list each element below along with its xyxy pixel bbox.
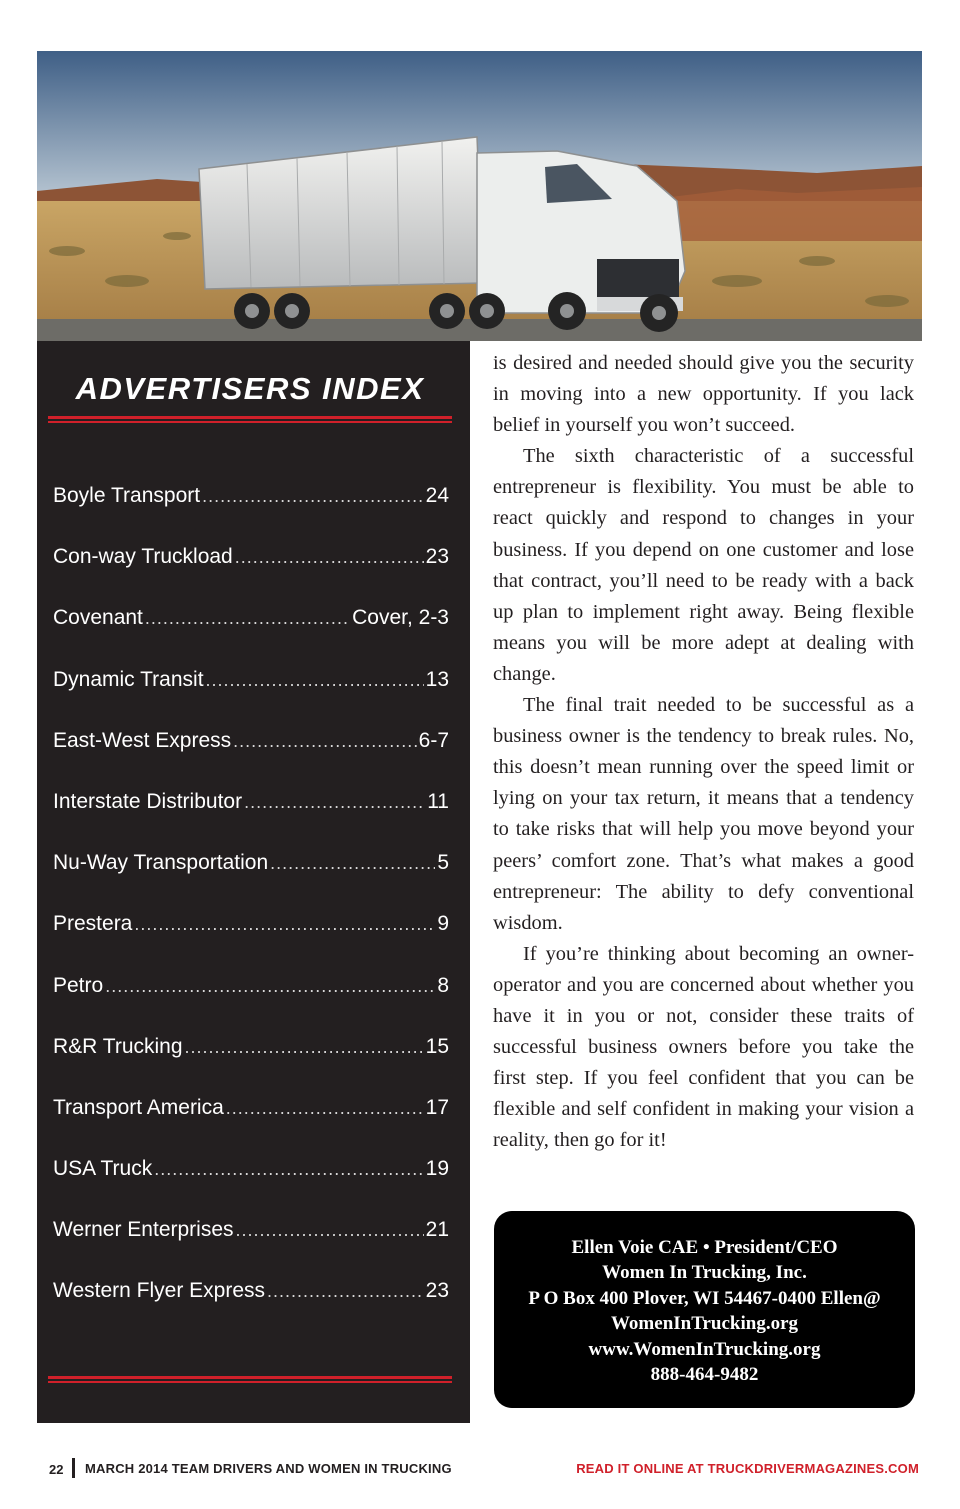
leader-dots [270,853,435,874]
advertiser-name: USA Truck [53,1157,153,1181]
advertiser-page: 11 [427,789,449,813]
website-link[interactable]: READ IT ONLINE AT TRUCKDRIVERMAGAZINES.COM [576,1461,919,1476]
advertiser-name: Western Flyer Express [53,1279,265,1303]
advertiser-name: Transport America [53,1095,224,1119]
contact-line: Ellen Voie CAE • President/CEO [571,1237,838,1258]
truck-photo [37,51,922,341]
advertisers-panel [37,341,470,1423]
article-paragraph: If you’re thinking about becoming an owner-operator and you are concerned about whether you have it in you or not, consider these traits of successful business owners before you take the first step. If you feel confident that you can be flexible and self confident in making your vision a reality, then go for it! [493,942,914,1152]
advertisers-title: ADVERTISERS INDEX [75,371,425,406]
issue-label: MARCH 2014 TEAM DRIVERS AND WOMEN IN TRUCKING [85,1461,452,1476]
advertiser-item [53,668,449,729]
advertiser-page: 19 [425,1157,449,1181]
advertiser-name: Prestera [53,912,133,936]
advertiser-page: Cover, 2-3 [352,606,449,630]
advertisers-list [53,484,449,1341]
advertiser-item [53,974,449,1035]
leader-dots [244,792,425,813]
advertiser-page: 13 [425,667,449,691]
advertiser-item [53,484,449,545]
advertiser-item [53,729,449,790]
leader-dots [145,608,350,629]
advertiser-name: Dynamic Transit [53,667,204,691]
article-paragraph: The final trait needed to be successful as a business owner is the tendency to break rules. No, this doesn’t mean running over the speed limit or lying on your tax return, it means that a tendency to take risks that will help you move beyond your peers’ comfort zone. That’s what makes a good entrepreneur: The ability to defy conventional wisdom. [493,694,914,934]
contact-box [494,1211,915,1408]
advertiser-name: R&R Trucking [53,1034,183,1058]
advertiser-item [53,790,449,851]
advertiser-page: 23 [425,1279,449,1303]
article-paragraph: is desired and needed should give you the security in moving into a new opportunity. If you lack belief in yourself you won’t succeed. [493,352,914,437]
advertiser-page: 6-7 [418,728,449,752]
leader-dots [105,976,435,997]
leader-dots [226,1098,424,1119]
advertiser-name: Werner Enterprises [53,1218,234,1242]
leader-dots [233,731,416,752]
contact-line: www.WomenInTrucking.org [588,1338,821,1360]
advertiser-name: Interstate Distributor [53,789,243,813]
article-body [493,348,914,1156]
advertiser-page: 17 [425,1095,449,1119]
leader-dots [154,1159,423,1180]
leader-dots [185,1037,424,1058]
advertiser-page: 23 [425,545,449,569]
advertiser-page: 9 [437,912,449,936]
leader-dots [202,486,424,507]
advertiser-name: Covenant [53,606,143,630]
advertiser-page: 5 [437,851,449,875]
advertiser-page: 24 [425,484,449,507]
page-footer [49,1458,919,1482]
leader-dots [235,547,424,568]
article-paragraph: The sixth characteristic of a successful entrepreneur is flexibility. You must be able to react quickly and respond to changes in your business. If you depend on one customer and lose that contract, you’ll need to be ready with a back up plan to implement right away. Being flexible means you will be more adept at dealing with change. [493,445,914,685]
advertiser-item [53,1096,449,1157]
advertiser-item [53,851,449,912]
advertiser-name: East-West Express [53,728,232,752]
advertiser-name: Con-way Truckload [53,545,233,569]
advertiser-item [53,1218,449,1279]
page-number: 22 [49,1462,64,1477]
leader-dots [236,1220,424,1241]
red-divider-top [48,416,452,424]
advertiser-page: 8 [437,973,449,997]
contact-line: 888-464-9482 [650,1364,759,1386]
leader-dots [267,1281,424,1302]
advertiser-page: 21 [425,1218,449,1242]
leader-dots [206,670,424,691]
contact-line: Women In Trucking, Inc. [602,1262,807,1284]
advertiser-item [53,1279,449,1340]
advertiser-item [53,606,449,667]
advertiser-page: 15 [425,1034,449,1058]
advertiser-item [53,545,449,606]
advertiser-item [53,912,449,973]
contact-line: WomenInTrucking.org [610,1313,799,1335]
advertiser-name: Petro [53,973,104,997]
advertiser-name: Nu-Way Transportation [53,851,269,875]
advertiser-item [53,1157,449,1218]
advertiser-name: Boyle Transport [53,484,201,507]
footer-divider [72,1458,75,1478]
contact-line: P O Box 400 Plover, WI 54467-0400 Ellen@ [528,1287,881,1309]
red-divider-bottom [48,1376,452,1384]
leader-dots [134,914,435,935]
advertiser-item [53,1035,449,1096]
